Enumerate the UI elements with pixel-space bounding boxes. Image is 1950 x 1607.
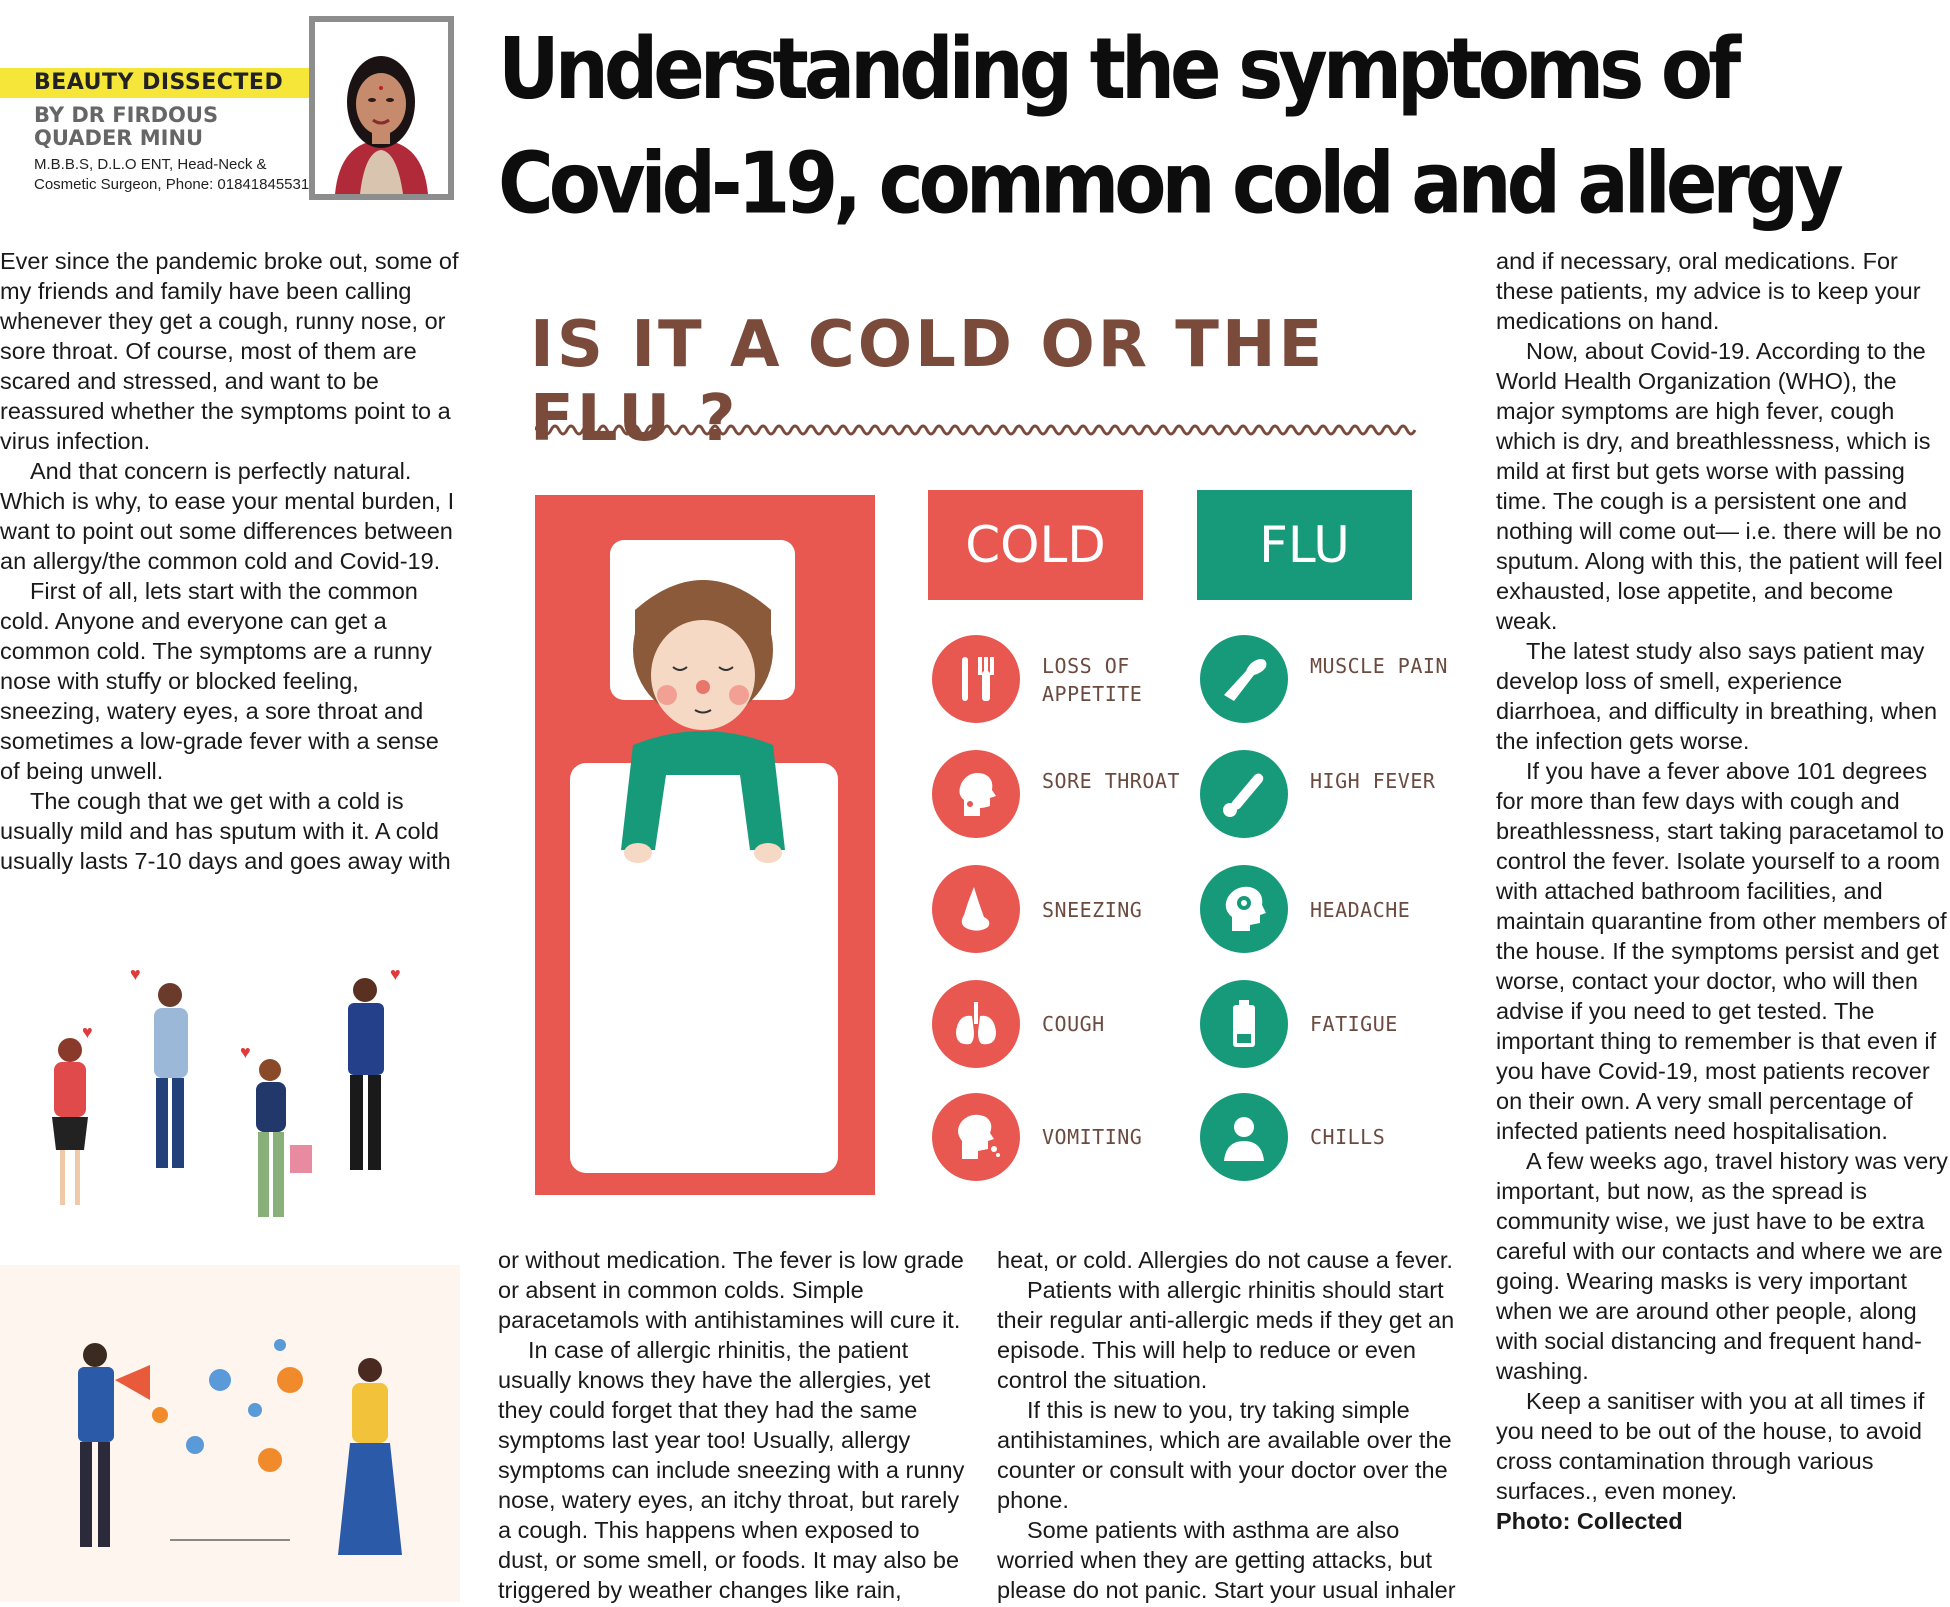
lungs-icon <box>932 980 1020 1068</box>
symptom-label: SNEEZING <box>1042 898 1143 922</box>
paragraph: Patients with allergic rhinitis should start their regular anti-allergic meds if they get an episode. This will help to reduce or even control the situation. <box>997 1277 1455 1393</box>
author-credentials: M.B.B.S, D.L.O ENT, Head-Neck & Cosmetic Surgeon, Phone: 01841845531 <box>34 156 310 193</box>
symptom-label: CHILLS <box>1310 1125 1386 1149</box>
arm-icon <box>1200 635 1288 723</box>
battery-icon <box>1200 980 1288 1068</box>
svg-text:♥: ♥ <box>240 1042 251 1062</box>
svg-text:♥: ♥ <box>390 964 401 984</box>
virus-megaphone-illustration <box>0 1265 460 1602</box>
symptom-label: COUGH <box>1042 1012 1105 1036</box>
head-icon <box>1200 865 1288 953</box>
paragraph: heat, or cold. Allergies do not cause a fever. <box>997 1247 1453 1273</box>
symptom-label: VOMITING <box>1042 1125 1143 1149</box>
paragraph: If this is new to you, try taking simple antihistamines, which are available over the counter or consult with your doctor over the phone. <box>997 1397 1452 1513</box>
paragraph: or without medication. The fever is low grade or absent in common colds. Simple paracetamols with antihistamines will cure it. <box>498 1247 964 1333</box>
paragraph: In case of allergic rhinitis, the patient usually knows they have the allergies, yet they could forget that they had the same symptoms last year too! Usually, allergy symptoms can include sneezing with a runny nose, watery eyes, an itchy throat, but rarely a cough. This happens when exposed to dust, or some smell, or foods. It may also be triggered by weather changes like rain, <box>498 1337 965 1603</box>
article-column-1 <box>0 246 460 876</box>
article-column-2 <box>498 1245 968 1605</box>
person-icon <box>1200 1093 1288 1181</box>
wavy-divider <box>535 420 1425 440</box>
infographic-title: IS IT A COLD OR THE FLU ? <box>530 308 1326 456</box>
section-tag: BEAUTY DISSECTED <box>0 68 309 98</box>
utensils-icon <box>932 635 1020 723</box>
paragraph: Ever since the pandemic broke out, some of my friends and family have been calling whenever they get a cough, runny nose, or sore throat. Of course, most of them are scared and stressed, and want to be reassured whether the symptoms point to a virus infection. <box>0 248 459 454</box>
author-byline: BY DR FIRDOUS QUADER MINU <box>34 103 219 150</box>
vomit-icon <box>932 1093 1020 1181</box>
paragraph: Some patients with asthma are also worried when they are getting attacks, but please do not panic. Start your usual inhaler <box>997 1517 1456 1603</box>
cold-heading: COLD <box>928 490 1143 600</box>
paragraph: and if necessary, oral medications. For these patients, my advice is to keep your medications on hand. <box>1496 248 1921 334</box>
symptom-label: MUSCLE PAIN <box>1310 654 1448 678</box>
people-phones-illustration <box>20 940 440 1230</box>
symptom-label: SORE THROAT <box>1042 769 1180 793</box>
symptom-label: HEADACHE <box>1310 898 1411 922</box>
paragraph: A few weeks ago, travel history was very important, but now, as the spread is community wise, we just have to be extra careful with our contacts and where we are going. Wearing masks is very important when we are around other people, along with social distancing and frequent hand-washing. <box>1496 1148 1948 1384</box>
paragraph: Now, about Covid-19. According to the World Health Organization (WHO), the major symptoms are high fever, cough which is dry, and breathlessness, which is mild at first but gets worse with passing time. The cough is a persistent one and nothing will come out— i.e. there will be no sputum. Along with this, the patient will feel exhausted, lose appetite, and become weak. <box>1496 338 1943 634</box>
author-photo <box>309 16 454 200</box>
flu-heading: FLU <box>1197 490 1412 600</box>
throat-icon <box>932 750 1020 838</box>
paragraph: The cough that we get with a cold is usually mild and has sputum with it. A cold usually lasts 7-10 days and goes away with <box>0 788 451 874</box>
svg-text:♥: ♥ <box>130 964 141 984</box>
sick-child-illustration <box>535 495 875 1195</box>
article-column-4 <box>1496 246 1950 1536</box>
article-column-3 <box>997 1245 1467 1605</box>
cold-vs-flu-infographic <box>510 290 1450 1210</box>
svg-text:♥: ♥ <box>82 1022 93 1042</box>
thermometer-icon <box>1200 750 1288 838</box>
photo-credit: Photo: Collected <box>1496 1508 1683 1534</box>
symptom-label: FATIGUE <box>1310 1012 1398 1036</box>
paragraph: Keep a sanitiser with you at all times if you need to be out of the house, to avoid cross contamination through various surfaces., even money. <box>1496 1388 1925 1504</box>
paragraph: First of all, lets start with the common cold. Anyone and everyone can get a common cold. The symptoms are a runny nose with stuffy or blocked feeling, sneezing, watery eyes, a sore throat and sometimes a low-grade fever with a sense of being unwell. <box>0 578 439 784</box>
nose-icon <box>932 865 1020 953</box>
paragraph: And that concern is perfectly natural. Which is why, to ease your mental burden, I want to point out some differences between an allergy/the common cold and Covid-19. <box>0 458 455 574</box>
symptom-label: LOSS OF APPETITE <box>1042 654 1143 706</box>
symptom-label: HIGH FEVER <box>1310 769 1436 793</box>
paragraph: If you have a fever above 101 degrees for more than few days with cough and breathlessness, start taking paracetamol to control the fever. Isolate yourself to a room with attached bathroom facilities, and maintain quarantine from other members of the house. If the symptoms persist and get worse, contact your doctor, who will then advise if you need to get tested. The important thing to remember is that even if you have Covid-19, most patients recover on their own. A very small percentage of infected patients need hospitalisation. <box>1496 758 1947 1144</box>
headline: Understanding the symptoms of Covid-19, common cold and allergy <box>498 18 1839 233</box>
paragraph: The latest study also says patient may develop loss of smell, experience diarrhoea, and difficulty in breathing, when the infection gets worse. <box>1496 638 1938 754</box>
